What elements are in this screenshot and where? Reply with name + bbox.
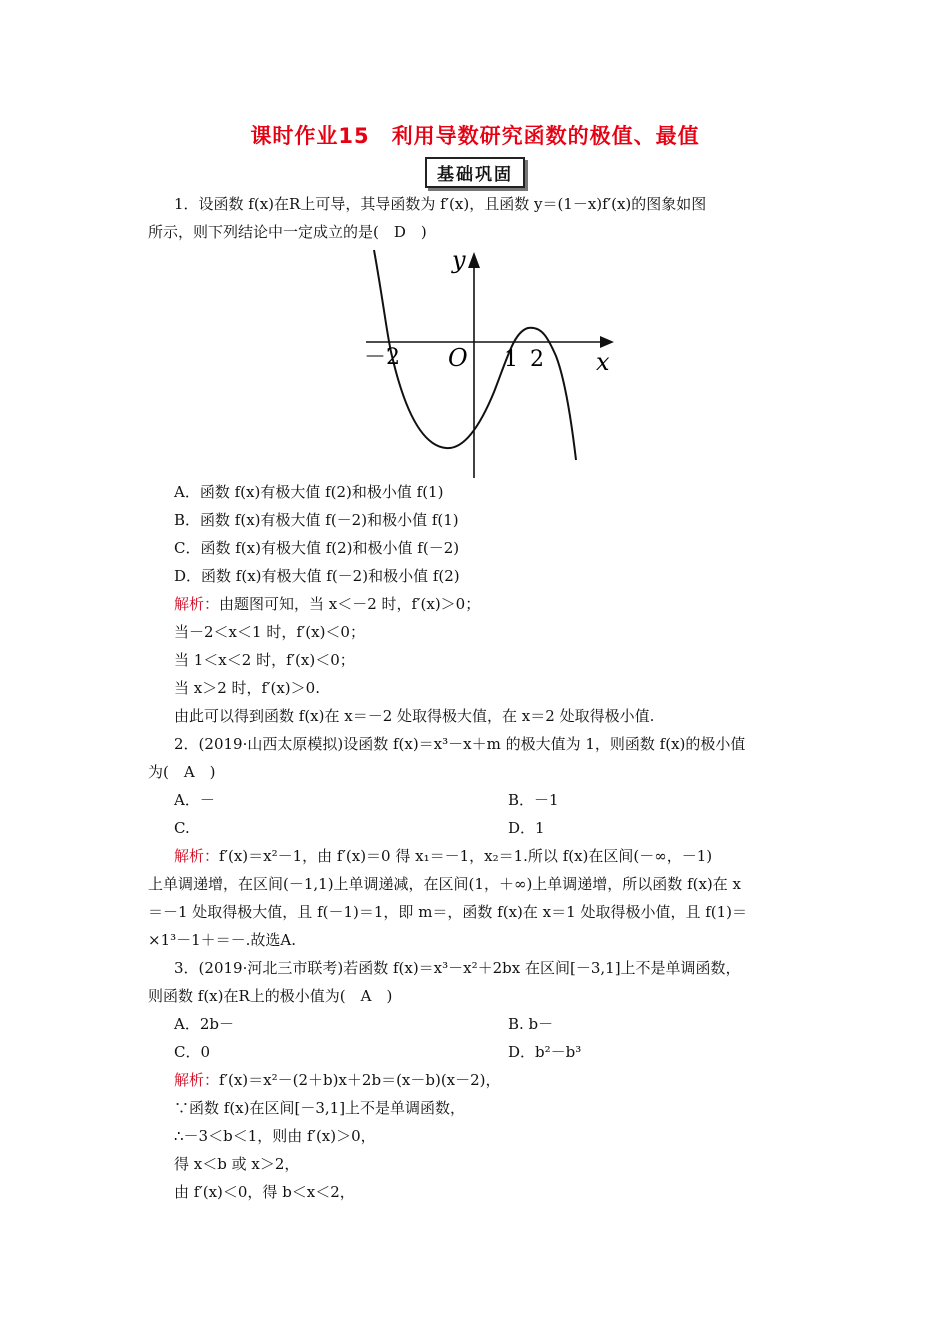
tick-label-1: 1: [504, 347, 518, 372]
q1-option-b: B．函数 f(x)有极大值 f(－2)和极小值 f(1): [174, 511, 459, 529]
tick-label-2: 2: [530, 347, 544, 372]
q2-option-a: A．－: [174, 791, 215, 809]
page-title: 课时作业15 利用导数研究函数的极值、最值: [250, 124, 700, 148]
q1-option-d: D．函数 f(x)有极大值 f(－2)和极小值 f(2): [174, 567, 460, 585]
q3-line2: 则函数 f(x)在R上的极小值为( A ): [148, 987, 393, 1005]
function-curve: [374, 250, 576, 460]
q3-options-row2: [174, 1038, 814, 1066]
y-axis-arrow: [468, 252, 480, 268]
x-axis-arrow: [600, 336, 614, 348]
section-badge-wrap: [0, 157, 950, 188]
q2-analysis-3: ＝－1 处取得极大值，且 f(－1)＝1，即 m＝，函数 f(x)在 x＝1 处取得极小值，且 f(1)＝: [148, 903, 748, 921]
q3-analysis-3: ∴－3＜b＜1，则由 f′(x)＞0，: [174, 1127, 376, 1145]
q2-analysis-1: [174, 842, 814, 870]
q3-analysis-text-1: f′(x)＝x²－(2＋b)x＋2b＝(x－b)(x－2)，: [219, 1071, 501, 1089]
q1-line1: 1．设函数 f(x)在R上可导，其导函数为 f′(x)，且函数 y＝(1－x)f′(x)的图象如图: [174, 195, 707, 213]
q2-options-row2: [174, 814, 814, 842]
q1-analysis-5: 由此可以得到函数 f(x)在 x＝－2 处取得极大值，在 x＝2 处取得极小值.: [174, 707, 655, 725]
q3-analysis-4: 得 x＜b 或 x＞2，: [174, 1155, 300, 1173]
q1-option-c: C．函数 f(x)有极大值 f(2)和极小值 f(－2): [174, 539, 460, 557]
q3-line1: 3．(2019·河北三市联考)若函数 f(x)＝x³－x²＋2bx 在区间[－3,1]上不是单调函数，: [174, 959, 741, 977]
q1-analysis-2: 当－2＜x＜1 时，f′(x)＜0；: [174, 623, 365, 641]
q1-analysis-label: 解析：: [174, 595, 220, 613]
x-axis-label: x: [596, 348, 610, 376]
q3-option-b: B. b－: [508, 1015, 554, 1033]
q2-option-d: D．1: [508, 819, 545, 837]
q1-analysis-text-1: 由题图可知，当 x＜－2 时，f′(x)＞0；: [219, 595, 481, 613]
q3-option-d: D．b²－b³: [508, 1043, 582, 1061]
q2-option-b: B．－1: [508, 791, 559, 809]
q3-option-c: C．0: [174, 1043, 211, 1061]
q3-analysis-1: [174, 1066, 814, 1094]
q3-options-row1: [174, 1010, 814, 1038]
q3-analysis-2: ∵函数 f(x)在区间[－3,1]上不是单调函数，: [174, 1099, 466, 1117]
q3-analysis-5: 由 f′(x)＜0，得 b＜x＜2，: [174, 1183, 355, 1201]
y-axis-label: y: [452, 246, 466, 274]
q2-options-row1: [174, 786, 814, 814]
q2-analysis-label: 解析：: [174, 847, 220, 865]
q3-analysis-label: 解析：: [174, 1071, 220, 1089]
function-graph: [362, 246, 622, 480]
q2-line2: 为( A ): [148, 763, 216, 781]
tick-label-neg2: －2: [364, 345, 400, 370]
origin-label: O: [448, 344, 468, 372]
q1-analysis-1: [174, 590, 814, 618]
q2-analysis-2: 上单调递增，在区间(－1,1)上单调递减，在区间(1，＋∞)上单调递增，所以函数 f(x)在 x: [148, 875, 742, 893]
q2-analysis-4: ×1³－1＋＝－.故选A.: [148, 931, 297, 949]
q3-option-a: A．2b－: [174, 1015, 234, 1033]
q1-analysis-3: 当 1＜x＜2 时，f′(x)＜0；: [174, 651, 355, 669]
section-badge: 基础巩固: [425, 157, 525, 188]
q2-option-c: C.: [174, 819, 190, 837]
q1-option-a: A．函数 f(x)有极大值 f(2)和极小值 f(1): [174, 483, 444, 501]
q2-analysis-text-1: f′(x)＝x²－1，由 f′(x)＝0 得 x₁＝－1，x₂＝1.所以 f(x)在区间(－∞，－1): [219, 847, 713, 865]
q2-line1: 2．(2019·山西太原模拟)设函数 f(x)＝x³－x＋m 的极大值为 1，则函数 f(x)的极小值: [174, 735, 746, 753]
q1-line2: 所示，则下列结论中一定成立的是( D ): [148, 223, 427, 241]
q1-analysis-4: 当 x＞2 时，f′(x)＞0.: [174, 679, 320, 697]
